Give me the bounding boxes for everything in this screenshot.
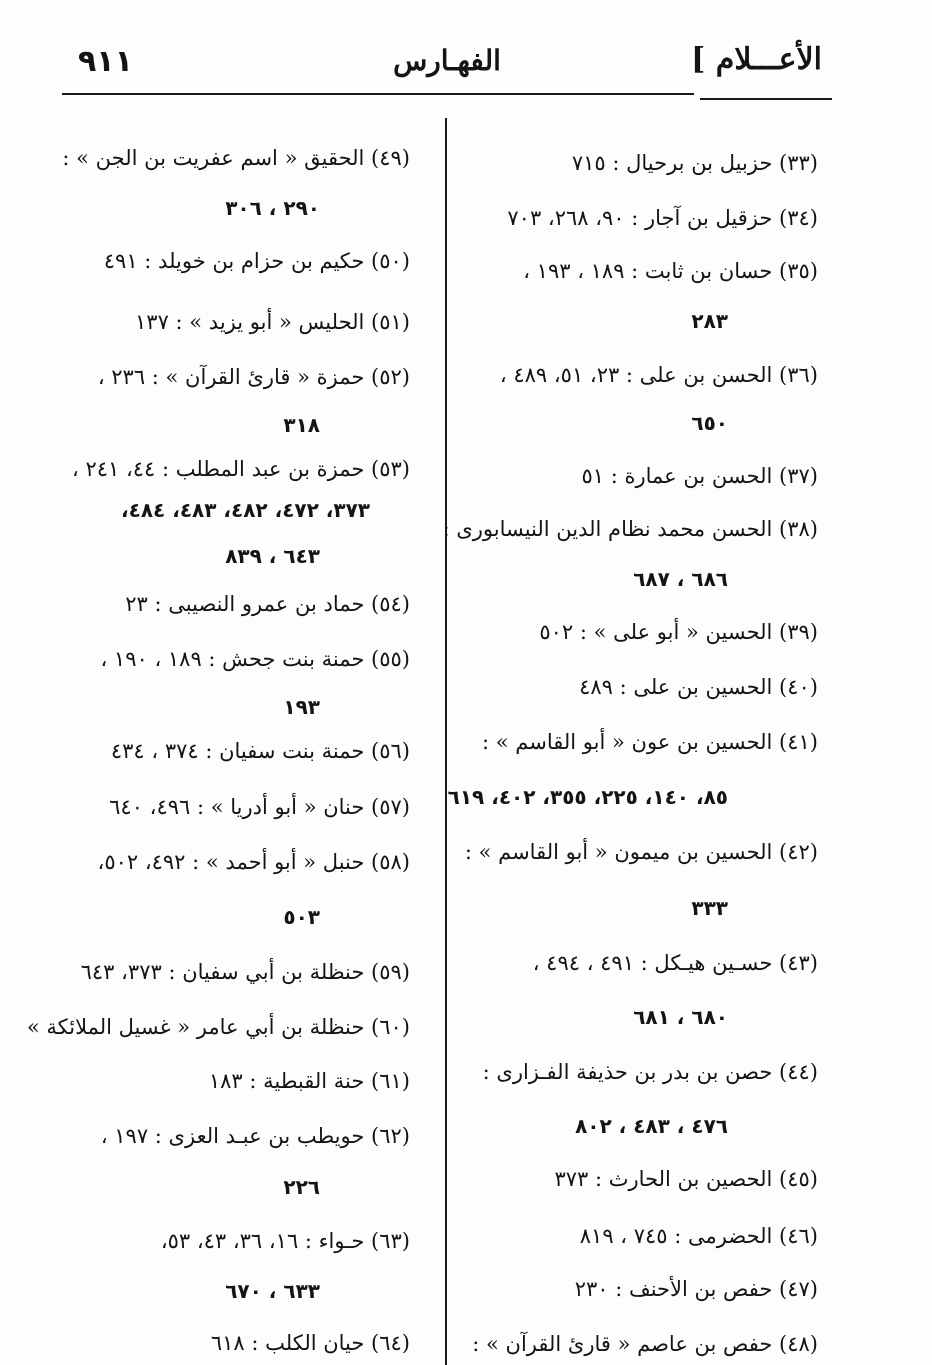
index-entry-continuation: ١٩٣ bbox=[283, 695, 320, 719]
index-entry: (٣٧) الحسن بن عمارة : ٥١ bbox=[581, 464, 818, 488]
index-entry-continuation: ٨٥، ١٤٠، ٢٢٥، ٣٥٥، ٤٠٢، ٦١٩ bbox=[447, 785, 728, 809]
index-entry: (٤٢) الحسين بن ميمون « أبو القاسم » : bbox=[464, 840, 818, 864]
index-entry-continuation: ٣٣٣ bbox=[691, 896, 728, 920]
header-rule bbox=[62, 93, 694, 95]
index-entry-continuation: ٢٢٦ bbox=[283, 1175, 320, 1199]
index-entry-continuation: ٦٨٠ ، ٦٨١ bbox=[633, 1005, 728, 1029]
index-entry: (٤٤) حصن بن بدر بن حذيفة الفـزارى : bbox=[482, 1060, 818, 1084]
index-entry: (٤٨) حفص بن عاصم « قارئ القرآن » : bbox=[472, 1332, 818, 1356]
index-entry-continuation: ٦٨٦ ، ٦٨٧ bbox=[633, 567, 728, 591]
index-entry: (٥٤) حماد بن عمرو النصيبى : ٢٣ bbox=[125, 592, 410, 616]
index-entry-continuation: ٤٧٦ ، ٤٨٣ ، ٨٠٢ bbox=[575, 1114, 728, 1138]
index-entry: (٥١) الحليس « أبو يزيد » : ١٣٧ bbox=[135, 310, 410, 334]
index-entry: (٥٧) حنان « أبو أدريا » : ٤٩٦، ٦٤٠ bbox=[109, 795, 410, 819]
index-entry-continuation: ٦٥٠ bbox=[691, 411, 728, 435]
index-entry-continuation: ٣١٨ bbox=[283, 413, 320, 437]
index-entry: (٣٦) الحسن بن على : ٢٣، ٥١، ٤٨٩ ، bbox=[499, 363, 818, 387]
index-entry: (٥٣) حمزة بن عبد المطلب : ٤٤، ٢٤١ ، bbox=[71, 457, 410, 481]
index-entry: (٤٠) الحسين بن على : ٤٨٩ bbox=[579, 675, 818, 699]
index-entry: (٤٩) الحقيق « اسم عفريت بن الجن » : bbox=[62, 146, 410, 170]
page-header bbox=[62, 40, 832, 98]
section-rule bbox=[700, 98, 832, 100]
index-entry: (٥٥) حمنة بنت جحش : ١٨٩ ، ١٩٠ ، bbox=[100, 647, 410, 671]
index-entry-continuation: ٢٨٣ bbox=[691, 309, 728, 333]
index-entry: (٥٠) حكيم بن حزام بن خويلد : ٤٩١ bbox=[103, 249, 410, 273]
index-entry: (٣٩) الحسين « أبو على » : ٥٠٢ bbox=[539, 620, 818, 644]
index-entry: (٦٤) حيان الكلب : ٦١٨ bbox=[210, 1331, 410, 1355]
index-entry: (٥٨) حنبل « أبو أحمد » : ٤٩٢، ٥٠٢، bbox=[97, 850, 410, 874]
index-entry-continuation: ٥٠٣ bbox=[283, 905, 320, 929]
index-entry: (٦٣) حـواء : ١٦، ٣٦، ٤٣، ٥٣، bbox=[160, 1229, 410, 1253]
index-entry: (٤١) الحسين بن عون « أبو القاسم » : bbox=[482, 730, 818, 754]
index-entry-continuation: ٦٣٣ ، ٦٧٠ bbox=[225, 1279, 320, 1303]
index-entry: (٦٢) حويطب بن عبـد العزى : ١٩٧ ، bbox=[100, 1124, 410, 1148]
index-entry: (٣٥) حسان بن ثابت : ١٨٩ ، ١٩٣ ، bbox=[523, 259, 818, 283]
index-entry: (٤٣) حسـين هيـكل : ٤٩١ ، ٤٩٤ ، bbox=[532, 951, 818, 975]
index-entry: (٥٩) حنظلة بن أبي سفيان : ٣٧٣، ٦٤٣ bbox=[80, 960, 410, 984]
index-entry: (٣٤) حزقيل بن آجار : ٩٠، ٢٦٨، ٧٠٣ bbox=[507, 206, 818, 230]
column-divider bbox=[445, 118, 447, 1365]
section-title: الأعـــلام ] bbox=[691, 42, 822, 77]
index-entry: (٣٣) حزبيل بن برحيال : ٧١٥ bbox=[571, 151, 818, 175]
index-entry: (٤٧) حفص بن الأحنف : ٢٣٠ bbox=[574, 1277, 818, 1301]
index-entry-continuation: ٦٤٣ ، ٨٣٩ bbox=[225, 544, 320, 568]
index-entry-continuation: ٢٩٠ ، ٣٠٦ bbox=[225, 196, 320, 220]
page-number: ٩١١ bbox=[78, 44, 133, 79]
index-entry: (٥٢) حمزة « قارئ القرآن » : ٢٣٦ ، bbox=[97, 365, 410, 389]
index-entry: (٦١) حنة القبطية : ١٨٣ bbox=[208, 1069, 410, 1093]
index-entry-continuation: ٣٧٣، ٤٧٢، ٤٨٢، ٤٨٣، ٤٨٤، bbox=[121, 498, 370, 522]
running-title: الفهـارس bbox=[393, 44, 501, 77]
index-entry: (٤٦) الحضرمى : ٧٤٥ ، ٨١٩ bbox=[579, 1224, 818, 1248]
index-entry: (٤٥) الحصين بن الحارث : ٣٧٣ bbox=[554, 1167, 818, 1191]
index-entry: (٦٠) حنظلة بن أبي عامر « غسيل الملائكة » bbox=[26, 1015, 410, 1039]
index-entry: (٥٦) حمنة بنت سفيان : ٣٧٤ ، ٤٣٤ bbox=[110, 739, 410, 763]
index-entry: (٣٨) الحسن محمد نظام الدين النيسابورى : bbox=[442, 517, 818, 541]
